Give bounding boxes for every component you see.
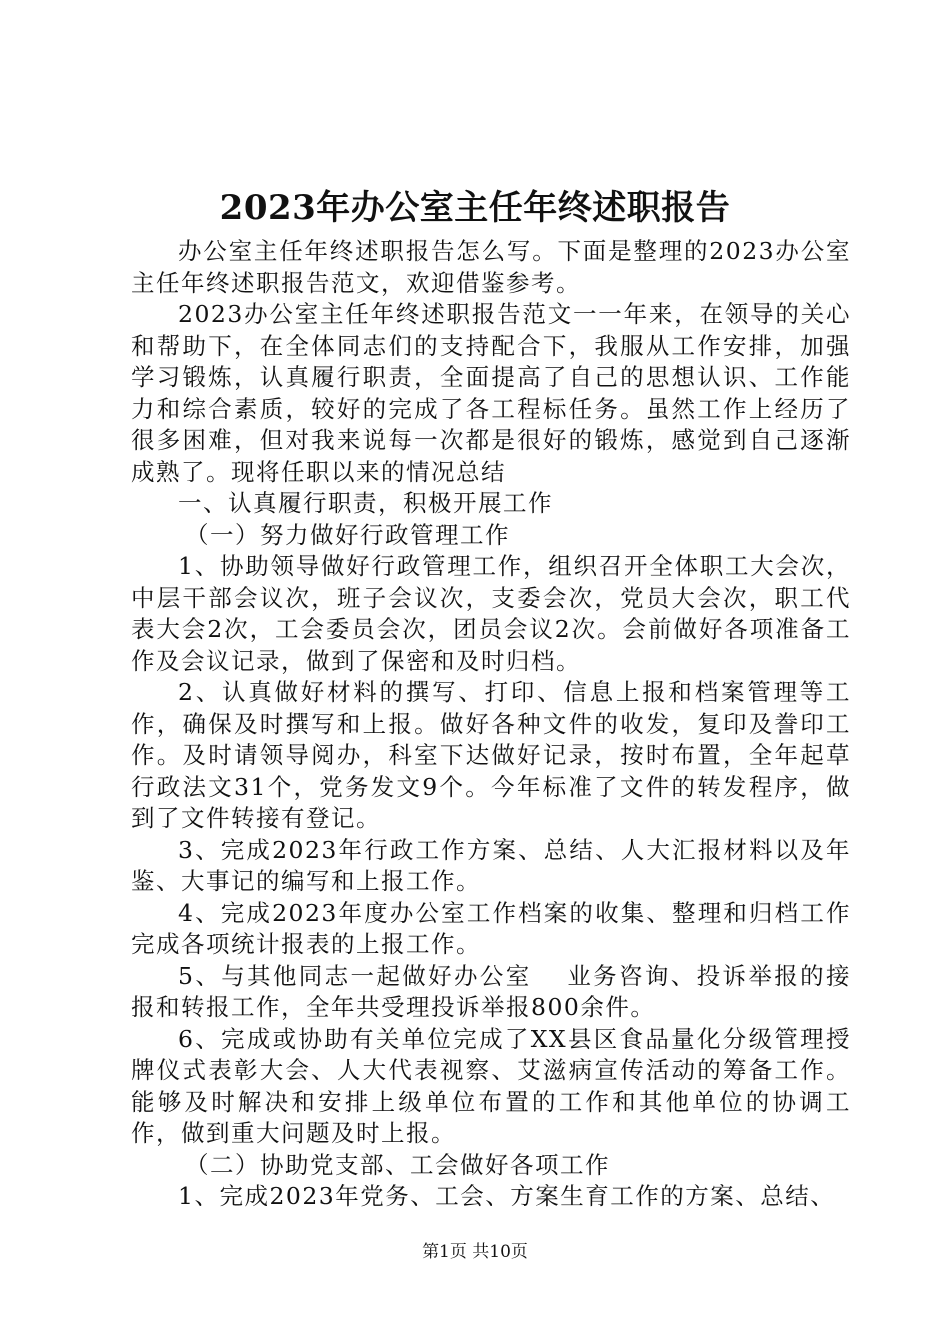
subsection-heading: （一）努力做好行政管理工作 (185, 520, 511, 549)
subsection-heading: （二）协助党支部、工会做好各项工作 (185, 1150, 611, 1179)
paragraph: 4、完成2023年度办公室工作档案的收集、整理和归档工作完成各项统计报表的上报工作。 (131, 898, 851, 958)
page-footer: 第1页 共10页 (422, 1242, 528, 1262)
paragraph: 办公室主任年终述职报告怎么写。下面是整理的2023办公室主任年终述职报告范文，欢迎借鉴参考。 (131, 237, 851, 297)
paragraph: 3、完成2023年行政工作方案、总结、人大汇报材料以及年鉴、大事记的编写和上报工作。 (131, 835, 851, 895)
document-title: 2023年办公室主任年终述职报告 (219, 188, 731, 228)
document-body (131, 236, 851, 1213)
paragraph: 5、与其他同志一起做好办公室 业务咨询、投诉举报的接报和转报工作，全年共受理投诉举报800余件。 (131, 961, 851, 1021)
paragraph: 2、认真做好材料的撰写、打印、信息上报和档案管理等工作，确保及时撰写和上报。做好各种文件的收发，复印及誊印工作。及时请领导阅办，科室下达做好记录，按时布置，全年起草行政法文31个，党务发文9个。今年标准了文件的转发程序，做到了文件转接有登记。 (131, 678, 851, 832)
section-heading: 一、认真履行职责，积极开展工作 (178, 489, 553, 517)
paragraph: 6、完成或协助有关单位完成了XX县区食品量化分级管理授牌仪式表彰大会、人大代表视察、艾滋病宣传活动的筹备工作。能够及时解决和安排上级单位布置的工作和其他单位的协调工作，做到重大问题及时上报。 (131, 1024, 851, 1147)
paragraph: 1、完成2023年党务、工会、方案生育工作的方案、总结、 (178, 1182, 836, 1210)
paragraph: 1、协助领导做好行政管理工作，组织召开全体职工大会次，中层干部会议次，班子会议次，支委会次，党员大会次，职工代表大会2次，工会委员会次，团员会议2次。会前做好各项准备工作及会议记录，做到了保密和及时归档。 (131, 552, 851, 675)
paragraph: 2023办公室主任年终述职报告范文一一年来，在领导的关心和帮助下，在全体同志们的支持配合下，我服从工作安排，加强学习锻炼，认真履行职责，全面提高了自己的思想认识、工作能力和综合素质，较好的完成了各工程标任务。虽然工作上经历了很多困难，但对我来说每一次都是很好的锻炼，感觉到自己逐渐成熟了。现将任职以来的情况总结 (131, 300, 851, 486)
